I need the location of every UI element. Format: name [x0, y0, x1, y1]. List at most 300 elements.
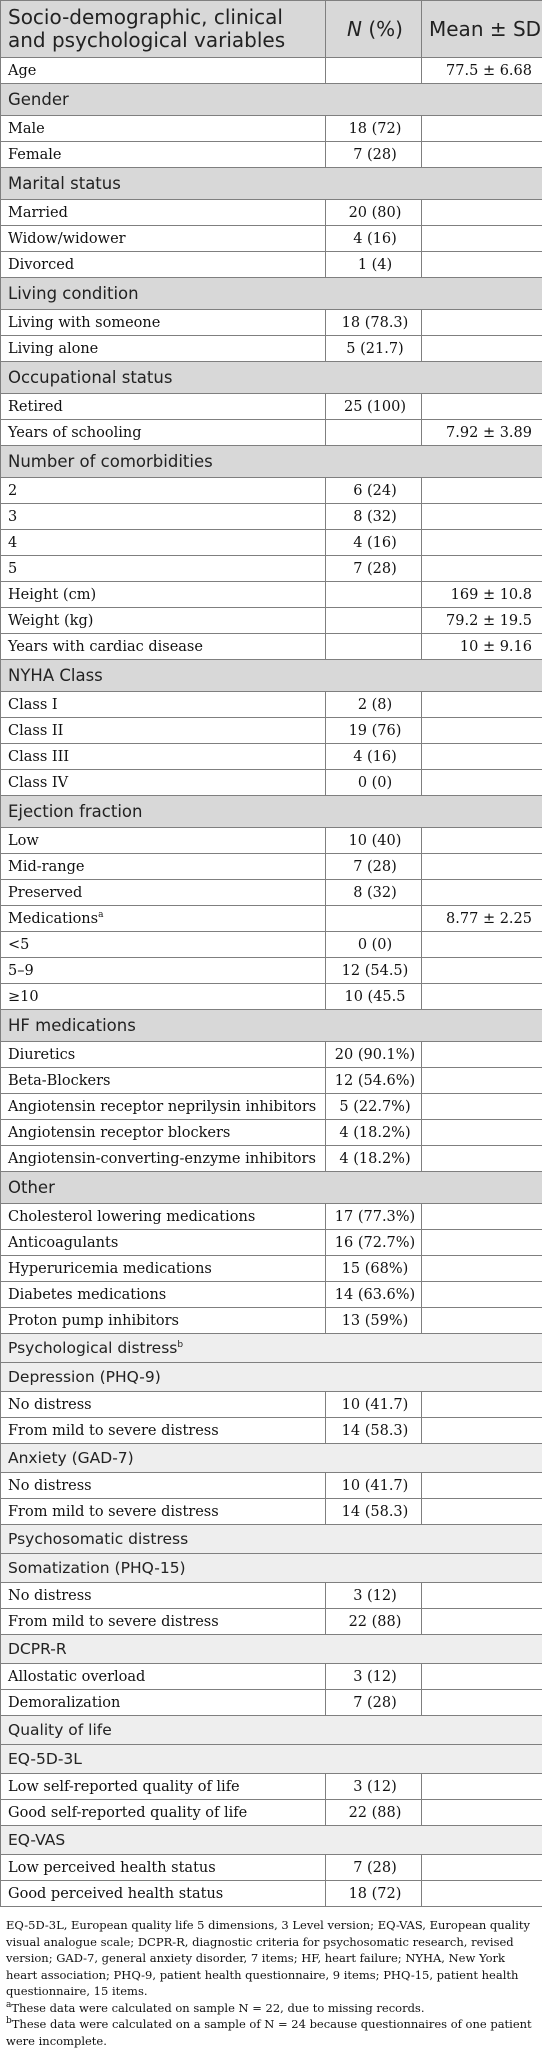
row-mean-sd [422, 958, 542, 984]
row-label-text: Living with someone [8, 315, 160, 331]
header-variables: Socio-demographic, clinical and psychological variables [1, 1, 326, 58]
subsection-header-row [1, 1554, 542, 1583]
row-label [1, 1583, 326, 1609]
row-label [1, 1146, 326, 1172]
row-mean-sd [422, 1609, 542, 1635]
row-n-percent [326, 58, 422, 84]
row-mean-sd [422, 1774, 542, 1800]
row-label [1, 608, 326, 634]
row-label-text: Class III [8, 749, 69, 765]
row-mean-sd [422, 1881, 542, 1907]
table-footnotes [0, 1907, 542, 2049]
row-label [1, 1204, 326, 1230]
row-n-percent: 5 (22.7%) [326, 1094, 422, 1120]
table-row [1, 1499, 542, 1525]
row-n-percent: 1 (4) [326, 252, 422, 278]
row-label-text: Angiotensin-converting-enzyme inhibitors [8, 1151, 316, 1167]
row-n-percent: 10 (45.5 [326, 984, 422, 1010]
row-label [1, 1664, 326, 1690]
row-label [1, 854, 326, 880]
row-label [1, 1855, 326, 1881]
section-label [1, 168, 542, 200]
row-n-percent: 10 (41.7) [326, 1392, 422, 1418]
table-row [1, 582, 542, 608]
section-header-row [1, 362, 542, 394]
row-n-percent: 18 (78.3) [326, 310, 422, 336]
section-label [1, 1635, 542, 1664]
row-mean-sd [422, 504, 542, 530]
row-mean-sd [422, 310, 542, 336]
table-row [1, 1146, 542, 1172]
row-label [1, 556, 326, 582]
row-label [1, 142, 326, 168]
table-row [1, 478, 542, 504]
row-n-percent: 14 (63.6%) [326, 1282, 422, 1308]
row-n-percent: 18 (72) [326, 1881, 422, 1907]
row-label-text: No distress [8, 1478, 92, 1494]
table-row [1, 880, 542, 906]
row-n-percent: 4 (18.2%) [326, 1120, 422, 1146]
table-row [1, 984, 542, 1010]
row-label-text: Diabetes medications [8, 1287, 166, 1303]
row-label [1, 1499, 326, 1525]
row-mean-sd [422, 530, 542, 556]
row-label-text: From mild to severe distress [8, 1423, 219, 1439]
row-n-percent: 3 (12) [326, 1664, 422, 1690]
row-n-percent: 4 (18.2%) [326, 1146, 422, 1172]
section-label-text: Anxiety (GAD-7) [8, 1449, 134, 1467]
row-mean-sd [422, 828, 542, 854]
footnote-b [6, 2016, 535, 2049]
row-label-text: <5 [8, 937, 29, 953]
table-row [1, 1068, 542, 1094]
row-n-percent: 4 (16) [326, 744, 422, 770]
row-n-percent: 10 (41.7) [326, 1473, 422, 1499]
row-label-text: Medications [8, 911, 98, 927]
row-label-text: Demoralization [8, 1695, 120, 1711]
table-row [1, 1094, 542, 1120]
row-label [1, 1392, 326, 1418]
subsection-header-row [1, 1363, 542, 1392]
table-row [1, 504, 542, 530]
section-label-text: Marital status [8, 174, 121, 193]
subsection-header-row [1, 1716, 542, 1745]
section-header-row [1, 278, 542, 310]
section-label [1, 1554, 542, 1583]
footnote-marker: b [177, 1339, 183, 1349]
row-mean-sd [422, 478, 542, 504]
row-n-percent: 0 (0) [326, 932, 422, 958]
row-label-text: No distress [8, 1397, 92, 1413]
row-mean-sd: 77.5 ± 6.68 [422, 58, 542, 84]
row-mean-sd [422, 1664, 542, 1690]
row-label-text: Cholesterol lowering medications [8, 1209, 255, 1225]
row-mean-sd [422, 142, 542, 168]
row-n-percent: 7 (28) [326, 854, 422, 880]
row-n-percent: 18 (72) [326, 116, 422, 142]
row-label [1, 252, 326, 278]
row-mean-sd [422, 1042, 542, 1068]
subsection-header-row [1, 1826, 542, 1855]
footnote-a-marker: a [6, 2000, 11, 2010]
row-label [1, 634, 326, 660]
row-label [1, 336, 326, 362]
row-mean-sd: 79.2 ± 19.5 [422, 608, 542, 634]
table-row [1, 310, 542, 336]
table-row [1, 1256, 542, 1282]
section-label-text: EQ-VAS [8, 1831, 65, 1849]
table-row [1, 200, 542, 226]
header-n-italic: N [347, 17, 362, 41]
row-mean-sd [422, 984, 542, 1010]
row-label-text: Height (cm) [8, 587, 96, 603]
table-row [1, 770, 542, 796]
section-label [1, 660, 542, 692]
table-row [1, 1855, 542, 1881]
row-mean-sd [422, 1473, 542, 1499]
row-mean-sd: 8.77 ± 2.25 [422, 906, 542, 932]
row-n-percent: 22 (88) [326, 1800, 422, 1826]
row-label-text: Class II [8, 723, 63, 739]
section-label [1, 1172, 542, 1204]
row-mean-sd [422, 1583, 542, 1609]
section-header-row [1, 446, 542, 478]
header-n-suffix: (%) [362, 17, 403, 41]
row-label [1, 1120, 326, 1146]
row-label [1, 880, 326, 906]
row-mean-sd: 10 ± 9.16 [422, 634, 542, 660]
row-label [1, 1282, 326, 1308]
table-row [1, 394, 542, 420]
row-n-percent: 7 (28) [326, 556, 422, 582]
footnote-b-text: These data were calculated on a sample of N = 24 because questionnaires of one patient were incomplete. [6, 2017, 532, 2048]
row-mean-sd [422, 1256, 542, 1282]
row-label [1, 478, 326, 504]
section-label-text: Occupational status [8, 368, 172, 387]
row-n-percent: 7 (28) [326, 1690, 422, 1716]
row-label-text: Years with cardiac disease [8, 639, 203, 655]
row-label-text: Hyperuricemia medications [8, 1261, 212, 1277]
section-label [1, 1363, 542, 1392]
row-label [1, 770, 326, 796]
section-header-row [1, 1010, 542, 1042]
row-n-percent: 10 (40) [326, 828, 422, 854]
row-n-percent: 0 (0) [326, 770, 422, 796]
section-label-text: EQ-5D-3L [8, 1750, 82, 1768]
row-n-percent: 12 (54.5) [326, 958, 422, 984]
table-row [1, 1042, 542, 1068]
section-header-row [1, 660, 542, 692]
section-label-text: Somatization (PHQ-15) [8, 1559, 186, 1577]
row-label [1, 200, 326, 226]
table-row [1, 420, 542, 446]
row-n-percent: 5 (21.7) [326, 336, 422, 362]
row-mean-sd: 7.92 ± 3.89 [422, 420, 542, 446]
section-header-row [1, 84, 542, 116]
table-row [1, 854, 542, 880]
row-label-text: ≥10 [8, 989, 39, 1005]
row-label [1, 1042, 326, 1068]
row-n-percent: 13 (59%) [326, 1308, 422, 1334]
row-label [1, 420, 326, 446]
row-n-percent: 17 (77.3%) [326, 1204, 422, 1230]
row-mean-sd [422, 116, 542, 142]
row-label-text: Divorced [8, 257, 74, 273]
row-n-percent [326, 582, 422, 608]
row-label [1, 1256, 326, 1282]
section-label-text: Psychological distress [8, 1339, 177, 1357]
section-label-text: Psychosomatic distress [8, 1530, 188, 1548]
row-label-text: 3 [8, 509, 17, 525]
row-mean-sd [422, 1392, 542, 1418]
row-n-percent: 8 (32) [326, 880, 422, 906]
row-label-text: 4 [8, 535, 17, 551]
row-label [1, 828, 326, 854]
table-row [1, 828, 542, 854]
row-label [1, 1230, 326, 1256]
table-row [1, 252, 542, 278]
row-label-text: Age [8, 63, 36, 79]
row-label-text: Retired [8, 399, 63, 415]
row-label [1, 1418, 326, 1444]
row-mean-sd [422, 1690, 542, 1716]
row-label-text: 5–9 [8, 963, 34, 979]
row-n-percent: 6 (24) [326, 478, 422, 504]
row-label [1, 1094, 326, 1120]
row-label [1, 530, 326, 556]
row-label-text: Low [8, 833, 39, 849]
row-mean-sd [422, 770, 542, 796]
section-label-text: Living condition [8, 284, 139, 303]
table-header-row [1, 1, 542, 58]
section-label [1, 362, 542, 394]
row-n-percent: 22 (88) [326, 1609, 422, 1635]
row-label [1, 226, 326, 252]
footnote-marker: a [98, 910, 103, 920]
row-label [1, 394, 326, 420]
row-mean-sd [422, 932, 542, 958]
row-n-percent [326, 608, 422, 634]
table-row [1, 1800, 542, 1826]
footnote-abbreviations: EQ-5D-3L, European quality life 5 dimensions, 3 Level version; EQ-VAS, European quality visual analogue scale; DCPR-R, diagnostic criteria for psychosomatic research, revised version; GAD-7, general anxiety disorder, 7 items; HF, heart failure; NYHA, New York heart association; PHQ-9, patient health questionnaire, 9 items; PHQ-15, patient health questionnaire, 15 items. [6, 1917, 535, 2000]
section-label [1, 1745, 542, 1774]
row-label [1, 1774, 326, 1800]
table-row [1, 1583, 542, 1609]
row-label-text: Mid-range [8, 859, 84, 875]
row-n-percent: 16 (72.7%) [326, 1230, 422, 1256]
row-mean-sd [422, 1855, 542, 1881]
row-mean-sd [422, 1068, 542, 1094]
section-label [1, 1444, 542, 1473]
table-row [1, 1204, 542, 1230]
subsection-header-row [1, 1745, 542, 1774]
row-label [1, 906, 326, 932]
section-label [1, 1716, 542, 1745]
table-row [1, 1120, 542, 1146]
row-n-percent: 14 (58.3) [326, 1499, 422, 1525]
row-label [1, 958, 326, 984]
section-label-text: Gender [8, 90, 69, 109]
row-label-text: No distress [8, 1588, 92, 1604]
row-mean-sd [422, 336, 542, 362]
row-label-text: Allostatic overload [8, 1669, 145, 1685]
table-row [1, 336, 542, 362]
row-mean-sd [422, 556, 542, 582]
table-row [1, 1230, 542, 1256]
row-n-percent: 20 (80) [326, 200, 422, 226]
row-label-text: Widow/widower [8, 231, 126, 247]
row-n-percent: 12 (54.6%) [326, 1068, 422, 1094]
header-mean-sd: Mean ± SD [422, 1, 542, 58]
row-mean-sd [422, 1418, 542, 1444]
row-label [1, 58, 326, 84]
row-label-text: Class I [8, 697, 58, 713]
section-label-text: Depression (PHQ-9) [8, 1368, 161, 1386]
subsection-header-row [1, 1444, 542, 1473]
row-label-text: Beta-Blockers [8, 1073, 111, 1089]
row-mean-sd [422, 1204, 542, 1230]
row-label-text: Low perceived health status [8, 1860, 216, 1876]
row-n-percent: 3 (12) [326, 1583, 422, 1609]
row-n-percent [326, 906, 422, 932]
row-label-text: Good perceived health status [8, 1886, 223, 1902]
table-row [1, 1774, 542, 1800]
row-mean-sd [422, 1230, 542, 1256]
row-label [1, 1881, 326, 1907]
section-label [1, 1525, 542, 1554]
row-label [1, 932, 326, 958]
section-label-text: Ejection fraction [8, 802, 142, 821]
header-n-percent [326, 1, 422, 58]
row-n-percent: 2 (8) [326, 692, 422, 718]
row-label [1, 692, 326, 718]
table-row [1, 1418, 542, 1444]
row-mean-sd [422, 226, 542, 252]
table-body [1, 58, 542, 1907]
row-label [1, 504, 326, 530]
table-row [1, 1664, 542, 1690]
table-row [1, 142, 542, 168]
table-row [1, 744, 542, 770]
table-row [1, 1282, 542, 1308]
row-mean-sd [422, 854, 542, 880]
row-mean-sd [422, 252, 542, 278]
footnote-b-marker: b [6, 2016, 12, 2026]
row-label-text: 5 [8, 561, 17, 577]
table-row [1, 1308, 542, 1334]
table-row [1, 1609, 542, 1635]
row-label-text: 2 [8, 483, 17, 499]
table-row [1, 692, 542, 718]
row-label-text: Preserved [8, 885, 82, 901]
row-n-percent: 20 (90.1%) [326, 1042, 422, 1068]
row-mean-sd [422, 1120, 542, 1146]
table-row [1, 116, 542, 142]
row-n-percent: 7 (28) [326, 142, 422, 168]
row-mean-sd [422, 718, 542, 744]
table-row [1, 634, 542, 660]
row-label-text: Weight (kg) [8, 613, 93, 629]
row-mean-sd: 169 ± 10.8 [422, 582, 542, 608]
row-label-text: Angiotensin receptor neprilysin inhibitors [8, 1099, 316, 1115]
row-mean-sd [422, 1800, 542, 1826]
section-label [1, 278, 542, 310]
footnote-a [6, 2000, 535, 2017]
row-label [1, 718, 326, 744]
table-row [1, 1881, 542, 1907]
row-label-text: Married [8, 205, 68, 221]
row-label [1, 582, 326, 608]
row-mean-sd [422, 692, 542, 718]
row-label [1, 1308, 326, 1334]
subsection-header-row [1, 1525, 542, 1554]
row-label [1, 744, 326, 770]
row-label [1, 984, 326, 1010]
row-label-text: From mild to severe distress [8, 1504, 219, 1520]
table-row [1, 226, 542, 252]
section-label-text: HF medications [8, 1016, 136, 1035]
section-label [1, 1826, 542, 1855]
row-n-percent [326, 420, 422, 446]
row-label [1, 1690, 326, 1716]
row-mean-sd [422, 1282, 542, 1308]
table-row [1, 608, 542, 634]
row-label [1, 116, 326, 142]
table-row [1, 530, 542, 556]
table-row [1, 958, 542, 984]
row-mean-sd [422, 1094, 542, 1120]
section-label-text: Other [8, 1178, 55, 1197]
footnote-a-text: These data were calculated on sample N = 22, due to missing records. [11, 2001, 424, 2015]
section-label [1, 84, 542, 116]
row-label [1, 1800, 326, 1826]
row-label-text: Good self-reported quality of life [8, 1805, 247, 1821]
row-label [1, 310, 326, 336]
row-mean-sd [422, 880, 542, 906]
row-n-percent: 3 (12) [326, 1774, 422, 1800]
row-label-text: Years of schooling [8, 425, 141, 441]
section-label [1, 1010, 542, 1042]
row-n-percent: 7 (28) [326, 1855, 422, 1881]
table-row [1, 718, 542, 744]
section-header-row [1, 796, 542, 828]
table-row [1, 1690, 542, 1716]
section-label [1, 796, 542, 828]
table-row [1, 1473, 542, 1499]
section-header-row [1, 1172, 542, 1204]
row-n-percent: 19 (76) [326, 718, 422, 744]
section-label [1, 1334, 542, 1363]
row-mean-sd [422, 744, 542, 770]
row-n-percent [326, 634, 422, 660]
subsection-header-row [1, 1334, 542, 1363]
section-label [1, 446, 542, 478]
row-label-text: Anticoagulants [8, 1235, 118, 1251]
row-mean-sd [422, 394, 542, 420]
row-mean-sd [422, 1146, 542, 1172]
row-label [1, 1068, 326, 1094]
row-label [1, 1473, 326, 1499]
row-n-percent: 15 (68%) [326, 1256, 422, 1282]
row-label-text: Male [8, 121, 45, 137]
section-label-text: NYHA Class [8, 666, 103, 685]
row-mean-sd [422, 1499, 542, 1525]
row-n-percent: 25 (100) [326, 394, 422, 420]
subsection-header-row [1, 1635, 542, 1664]
row-n-percent: 4 (16) [326, 226, 422, 252]
table-row [1, 906, 542, 932]
row-n-percent: 8 (32) [326, 504, 422, 530]
